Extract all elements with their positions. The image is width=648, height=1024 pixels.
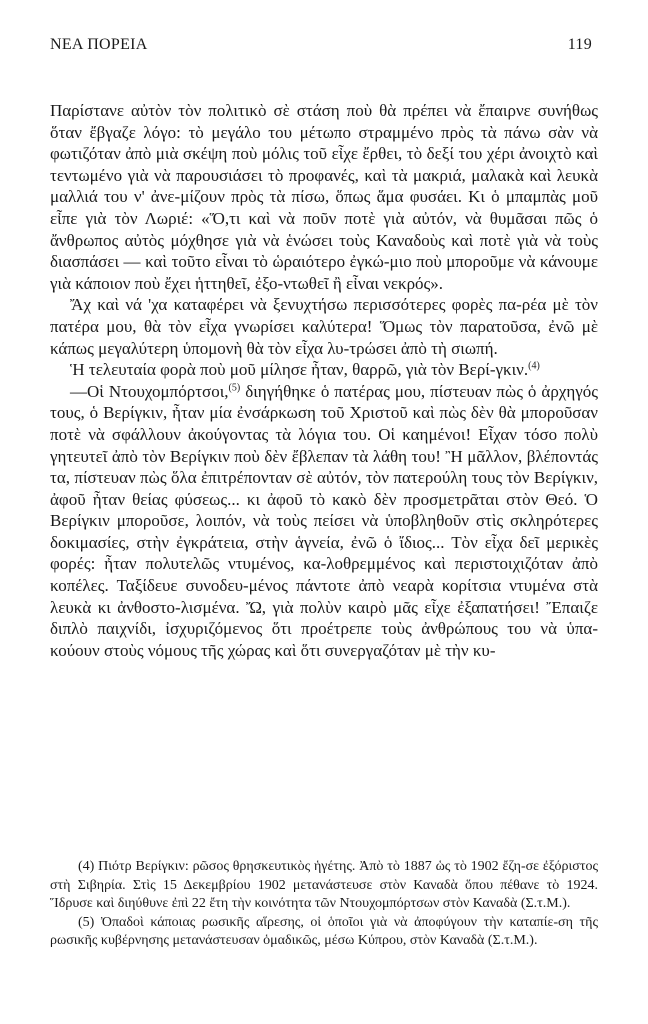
- footnote-ref-4: (4): [528, 360, 540, 372]
- paragraph-3-text: Ἡ τελευταία φορὰ ποὺ μοῦ μίλησε ἦταν, θαρρῶ, γιὰ τὸν Βερί-γκιν.: [70, 360, 529, 380]
- running-head: [50, 36, 592, 54]
- paragraph-4: [50, 381, 598, 662]
- running-head-title: ΝΕΑ ΠΟΡΕΙΑ: [50, 36, 148, 53]
- footnote-5: (5) Ὀπαδοὶ κάποιας ρωσικῆς αἵρεσης, οἱ ὁποῖοι γιὰ νὰ ἀποφύγουν τὴν καταπίε-ση τῆς ρωσικῆς κυβέρνησης μετανάστευσαν ὁμαδικῶς, μέσω Κύπρου, στὸν Καναδὰ (Σ.τ.Μ.).: [50, 914, 598, 949]
- page-number: 119: [567, 36, 592, 53]
- footnotes: [50, 858, 598, 951]
- paragraph-4-text: διηγήθηκε ὁ πατέρας μου, πίστευαν πὼς ὁ ἀρχηγός τους, ὁ Βερίγκιν, ἦταν μία ἐνσάρκωση τοῦ Χριστοῦ καὶ πὼς δὲν θὰ μποροῦσαν ποτὲ νὰ σφάλλουν ἀκούγοντας τὰ λόγια του. Οἱ καημένοι! Εἶχαν τόσο πολὺ γητευτεῖ ἀπὸ τὸν Βερίγκιν ποὺ δὲν ἔβλεπαν τὰ λάθη του! Ἢ μᾶλλον, βλέποντάς τα, πίστευαν πὼς ὅλα ἐπιτρέπονταν σὲ αὐτόν, τὸν πατερούλη τους τὸν Βερίγκιν, ἀφοῦ ἦταν θείας φύσεως... κι ἀφοῦ τὸ κακὸ δὲν προσμετρᾶται στὸν Θεό. Ὁ Βερίγκιν μποροῦσε, λοιπόν, νὰ τοὺς πείσει νὰ ὑποβληθοῦν στὶς σκληρότερες δοκιμασίες, στὴν ἐγκράτεια, στὴν ἁγνεία, ἐνῶ ὁ ἴδιος... Τὸν εἶχα δεῖ μερικὲς φορές: ἦταν πολυτελῶς ντυμένος, κα-λοθρεμμένος καὶ περιστοιχιζόταν ἀπὸ κοπέλες. Ταξίδευε συνοδευ-μένος πάντοτε ἀπὸ νεαρὰ κορίτσια ντυμένα στὰ λευκὰ κι ἀνθοστο-λισμένα. Ὤ, γιὰ πολὺν καιρὸ μᾶς εἶχε ἐξαπατήσει! Ἔπαιζε διπλὸ παιχνίδι, ἰσχυριζόμενος ὅτι προέτρεπε τοὺς ἀνθρώπους του νὰ ὑπα-κούουν στοὺς νόμους τῆς χώρας καὶ ὅτι συνεργαζόταν μὲ τὴν κυ-: [50, 381, 598, 660]
- paragraph-1: Παρίστανε αὐτὸν τὸν πολιτικὸ σὲ στάση ποὺ θὰ πρέπει νὰ ἔπαιρνε συνήθως ὅταν ἔβγαζε λόγο: τὸ μεγάλο του μέτωπο στραμμένο πρὸς τὰ πάνω σὰν νὰ φωτιζόταν ἀπὸ μιὰ σκέψη ποὺ μόλις τοῦ εἶχε ἔρθει, τὸ δεξί του χέρι ἀνοιχτὸ καὶ τεντωμένο γιὰ νὰ παρουσιάσει τὸ προφανές, καὶ τὰ μακριά, μαλακὰ καὶ λευκὰ μαλλιά του ν' ἀνε-μίζουν πρὸς τὰ πίσω, ὅπως ἅμα φυσάει. Κι ὁ μπαμπὰς μοῦ εἶπε γιὰ τὸν Λωριέ: «Ὅ,τι καὶ νὰ ποῦν ποτὲ γιὰ αὐτόν, νὰ θυμᾶσαι πῶς ὁ ἄνθρωπος αὐτὸς μόχθησε γιὰ νὰ ἑνώσει τοὺς Καναδοὺς καὶ ποτὲ γιὰ νὰ τοὺς διασπάσει — καὶ τοῦτο εἶναι τὸ ὡραιότερο ἐγκώ-μιο ποὺ μποροῦμε νὰ κάνουμε γιὰ κάποιον ποὺ ἔχει ἡττηθεῖ, ἐξο-ντωθεῖ ἢ εἶναι νεκρός».: [50, 101, 598, 293]
- paragraph-2: Ἄχ καὶ νά 'χα καταφέρει νὰ ξενυχτήσω περισσότερες φορὲς πα-ρέα μὲ τὸν πατέρα μου, θὰ τὸν εἶχα γνωρίσει καλύτερα! Ὅμως τὸν παρατοῦσα, ἐνῶ μὲ κάπως μεγαλύτερη ὑπομονὴ θὰ τὸν εἶχα λυ-τρώσει ἀπὸ τὴ σιωπή.: [50, 295, 598, 358]
- paragraph-3: [50, 359, 598, 381]
- footnote-ref-5: (5): [228, 382, 241, 394]
- paragraph-4-lead: —Οἱ Ντουχομπόρτσοι,: [70, 381, 229, 401]
- footnote-4: (4) Πιότρ Βερίγκιν: ρῶσος θρησκευτικὸς ἡγέτης. Ἀπὸ τὸ 1887 ὡς τὸ 1902 ἔζη-σε ἐξόριστος στὴ Σιβηρία. Στὶς 15 Δεκεμβρίου 1902 μετανάστευσε στὸν Καναδὰ ὅπου πέθανε τὸ 1924. Ἵδρυσε καὶ διηύθυνε ἐπὶ 22 ἔτη τὴν κοινότητα τῶν Ντουχομπόρτσων στὸν Καναδὰ (Σ.τ.Μ.).: [50, 859, 598, 912]
- body-text: [50, 100, 598, 661]
